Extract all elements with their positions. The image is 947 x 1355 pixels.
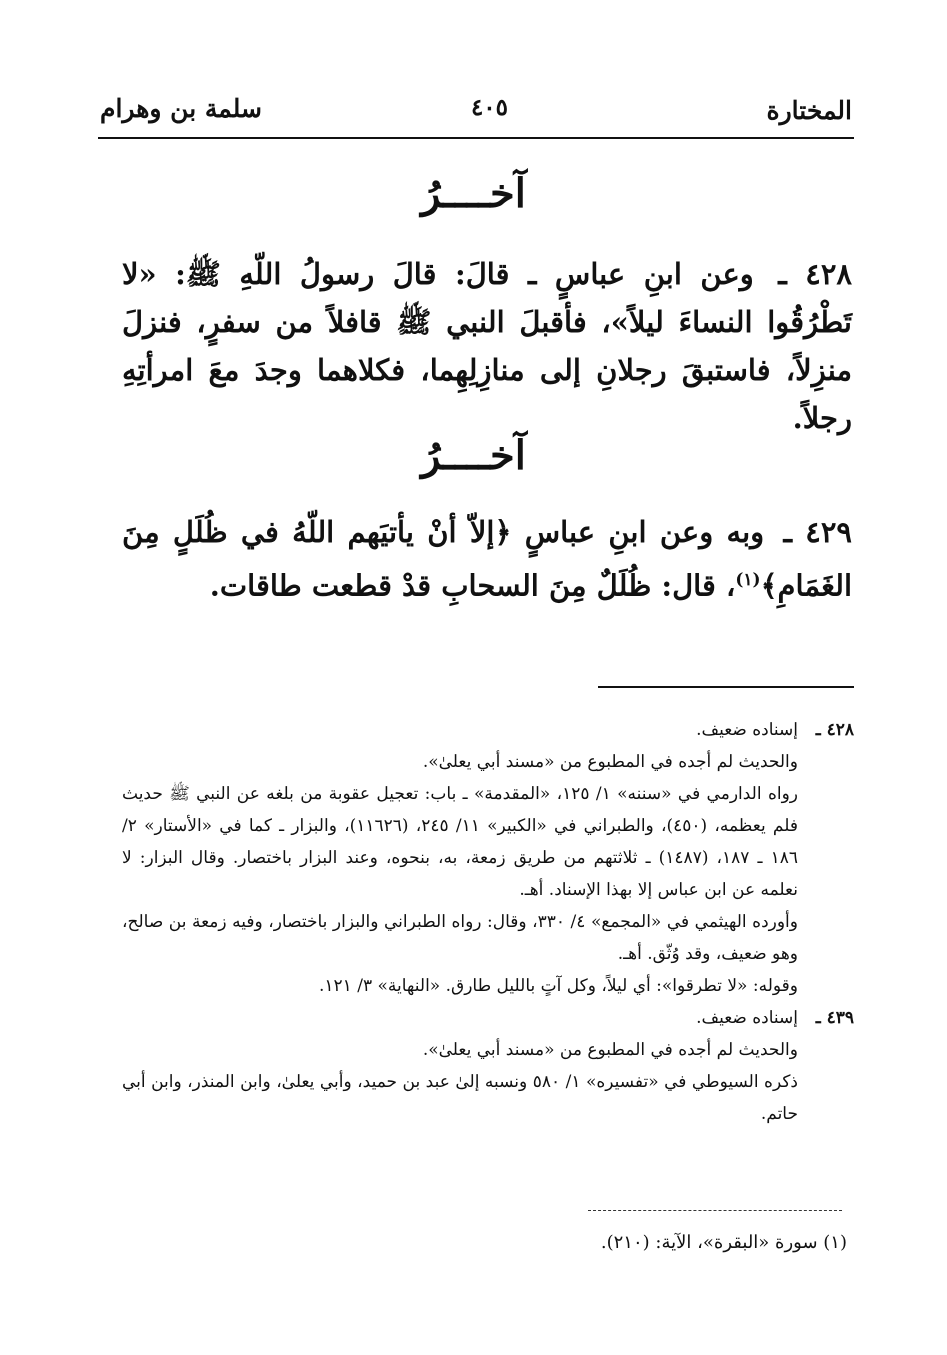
hadith-text: وعن ابنِ عباسٍ ـ قالَ: قالَ رسولُ اللّهِ ﷺ: «لا تَطْرُقُوا النساءَ ليلاً»، فأقبلَ النبي ﷺ قافلاً من سفرٍ، فنزلَ منزِلاً، فاستبقَ رجلانِ إلى منازِلِهِما، فكلاهما وجدَ معَ امرأتِهِ رجلاً. [122, 257, 852, 435]
section-title: آخــــرُ [421, 432, 526, 479]
note-paragraph: إسناده ضعيف. [696, 1008, 798, 1028]
note-paragraph: ذكره السيوطي في «تفسيره» ١/ ٥٨٠ ونسبه إلىٰ عبد بن حميد، وأبي يعلىٰ، وابن المنذر، وابن أبي حاتم. [122, 1072, 798, 1124]
book-title: المختارة [766, 96, 852, 125]
hadith-number: ٤٢٨ ـ [778, 257, 852, 291]
note-439 [122, 1002, 854, 1130]
hadith-text: وبه وعن ابنِ عباسٍ ﴿إلاّ أنْ يأتيَهم اللّهُ في ظُلَلٍ مِنَ الغَمَامِ﴾ [122, 515, 852, 603]
note-paragraph: رواه الدارمي في «سننه» ١/ ١٢٥، «المقدمة» ـ باب: تعجيل عقوبة من بلغه عن النبي ﷺ حديث فلم يعظمه، (٤٥٠)، والطبراني في «الكبير» ١١/ ٢٤٥، (١١٦٢٦)، والبزار ـ كما في «الأستار» ٢/ ١٨٦ ـ ١٨٧، (١٤٨٧) ـ ثلاثتهم من طريق زمعة، به، بنحوه، وعند البزار باختصار. وقال البزار: لا نعلمه عن ابن عباس إلا بهذا الإسناد. أهـ. [122, 784, 798, 900]
note-paragraph: والحديث لم أجده في المطبوع من «مسند أبي يعلىٰ». [422, 1040, 798, 1060]
chapter-title: سلمة بن وهرام [100, 94, 262, 123]
note-paragraph: وأورده الهيثمي في «المجمع» ٤/ ٣٣٠، وقال: رواه الطبراني والبزار باختصار، وفيه زمعة بن صالح، وهو ضعيف، وقد وُثّق. أهـ. [122, 912, 798, 964]
hadith-text-continued: ، قال: ظُلَلٌ مِنَ السحابِ قدْ قطعت طاقات. [209, 568, 736, 603]
note-number: ٤٢٨ ـ [815, 720, 854, 740]
note-428 [122, 714, 854, 1002]
footnote: (١) سورة «البقرة»، الآية: (٢١٠). [600, 1232, 847, 1253]
hadith-number: ٤٢٩ ـ [783, 515, 852, 549]
note-body [122, 714, 798, 1002]
section-title: آخــــرُ [421, 170, 526, 217]
commentary-notes [122, 714, 854, 1130]
footnote-reference[interactable]: (١) [735, 570, 761, 590]
page-number: ٤٠٥ [470, 94, 508, 121]
note-body [122, 1002, 798, 1130]
note-paragraph: والحديث لم أجده في المطبوع من «مسند أبي يعلىٰ». [422, 752, 798, 772]
page-header [100, 90, 852, 130]
header-divider [98, 137, 854, 139]
footnote-divider [588, 1210, 842, 1211]
hadith-428 [122, 250, 852, 442]
note-number: ٤٣٩ ـ [815, 1008, 854, 1028]
notes-divider [598, 686, 854, 688]
hadith-429 [122, 508, 852, 610]
note-paragraph: إسناده ضعيف. [696, 720, 798, 740]
note-paragraph: وقوله: «لا تطرقوا»: أي ليلاً، وكل آتٍ بالليل طارق. «النهاية» ٣/ ١٢١. [319, 976, 798, 996]
